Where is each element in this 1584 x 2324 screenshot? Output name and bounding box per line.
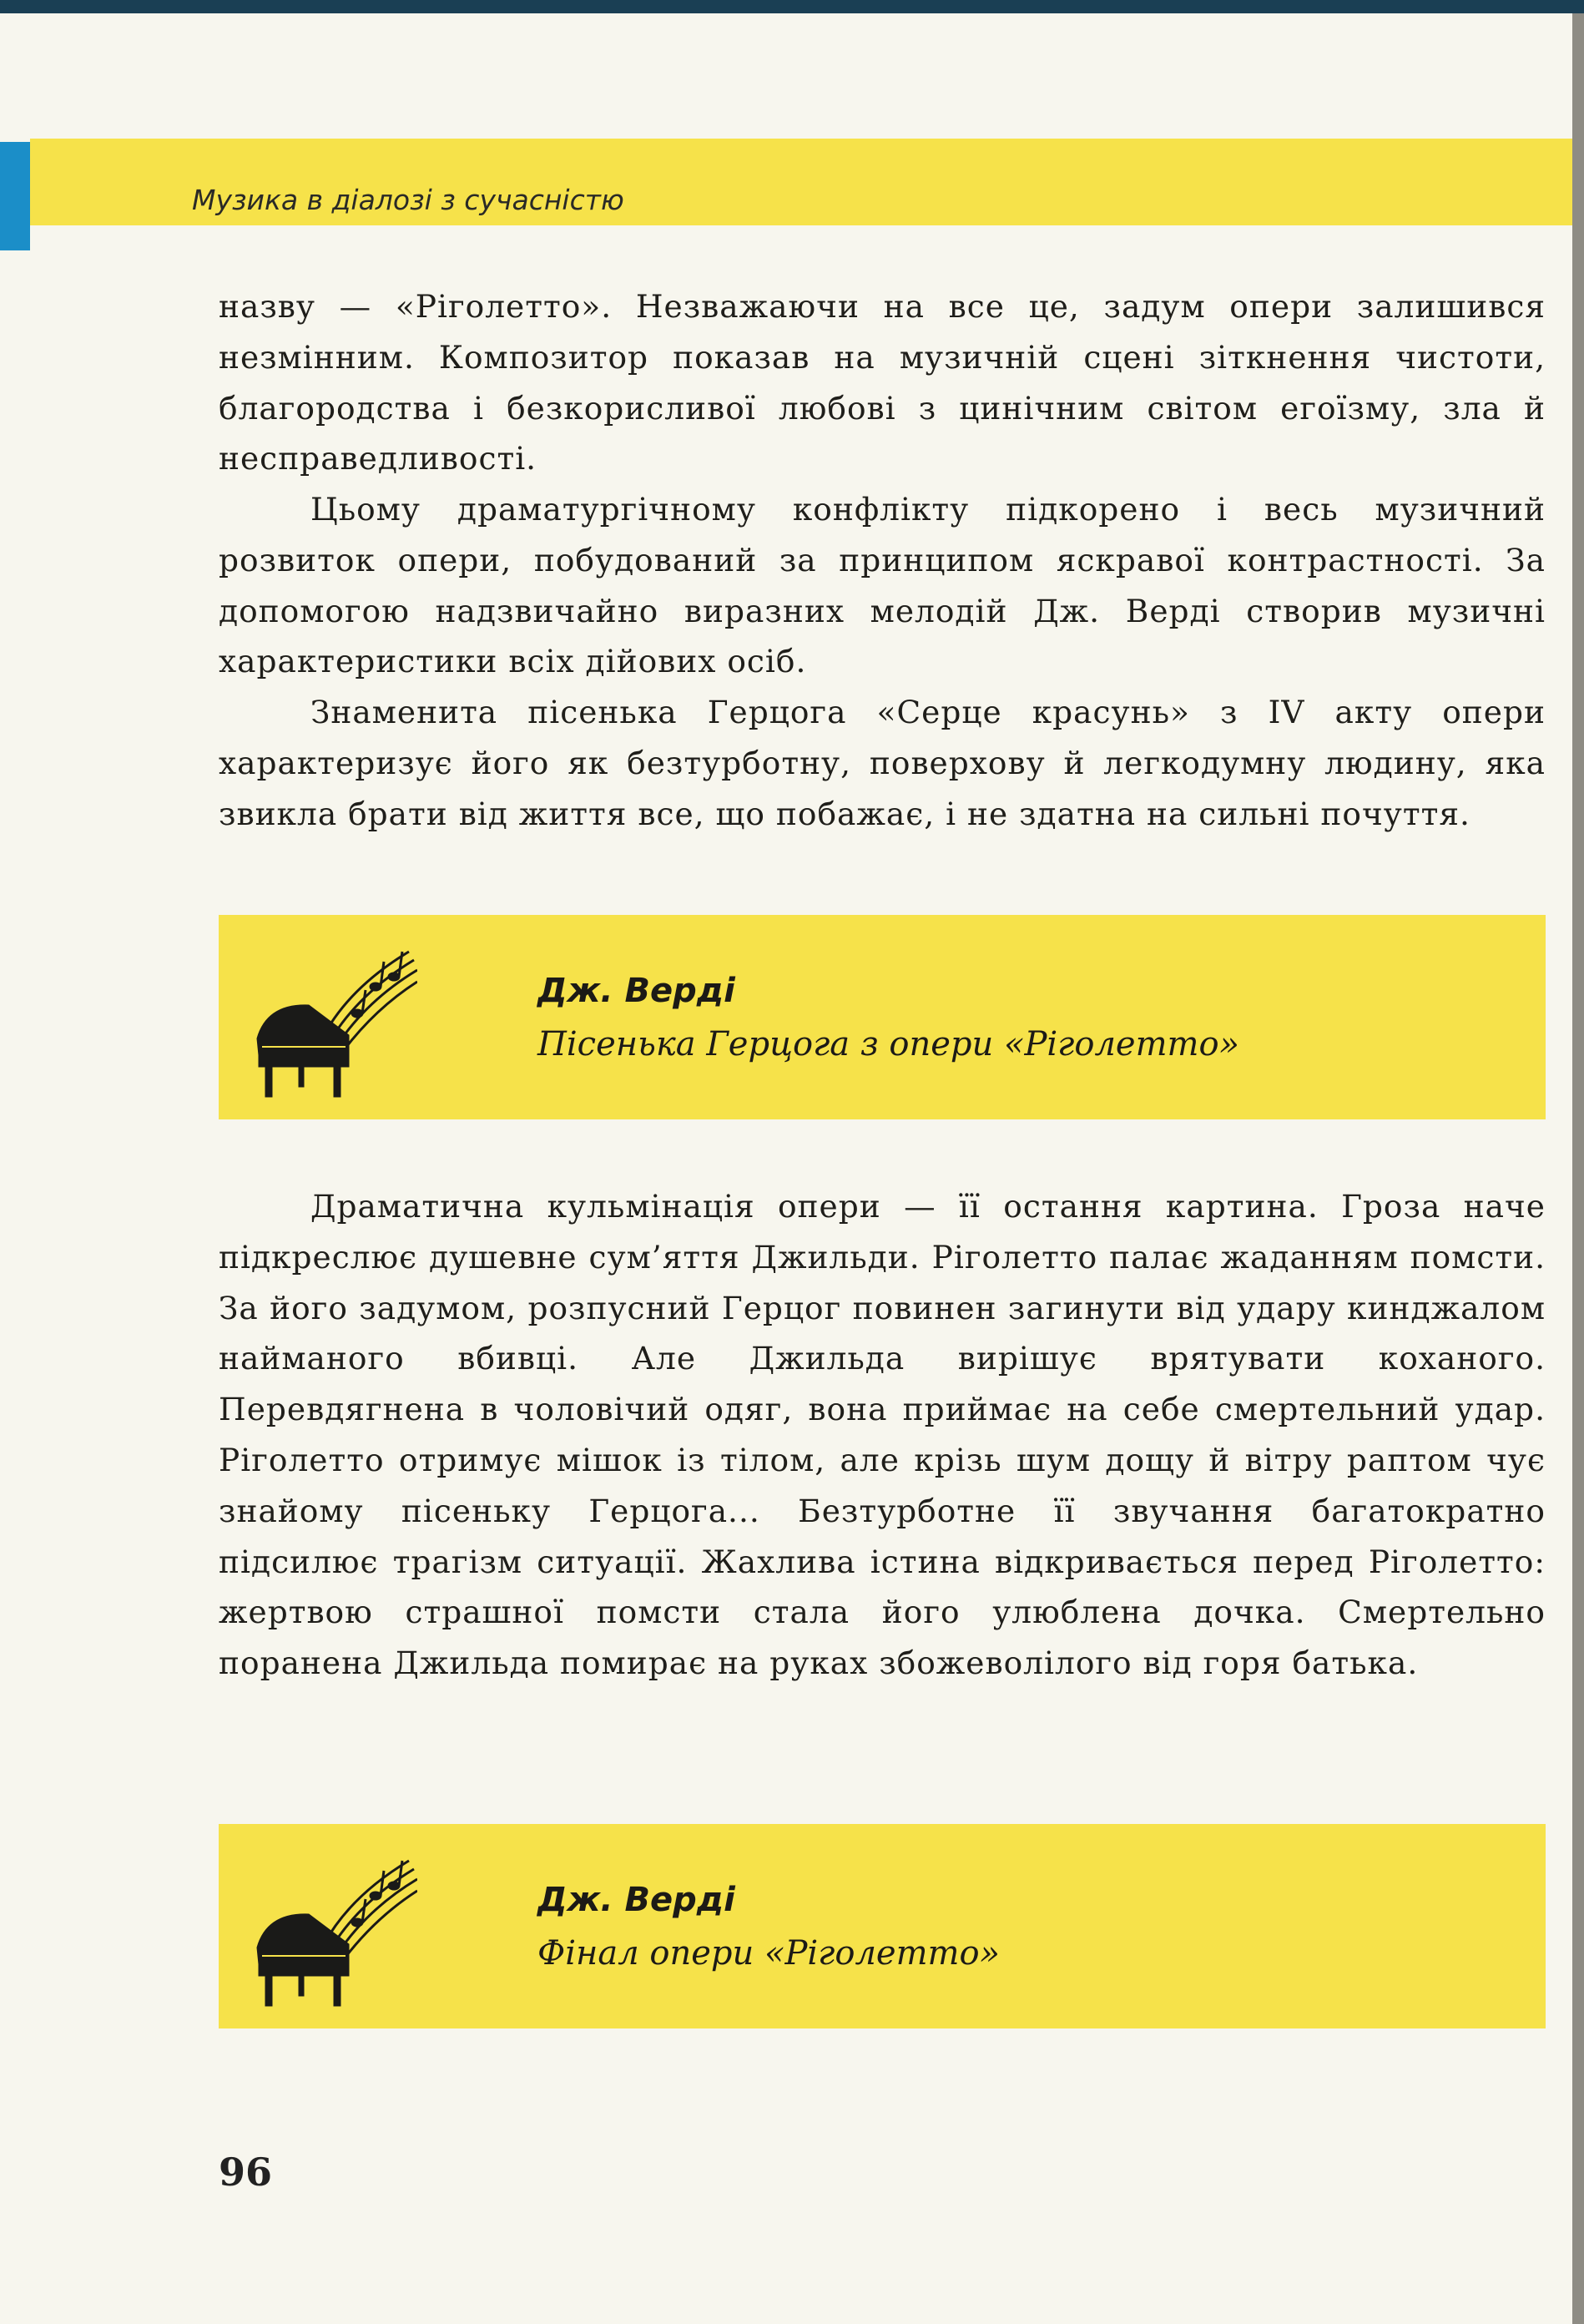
listening-composer: Дж. Верді xyxy=(537,1881,735,1919)
listening-work-title: Фінал опери «Ріголетто» xyxy=(537,1934,1001,1973)
piano-music-icon xyxy=(250,937,417,1104)
page-number: 96 xyxy=(219,2150,273,2195)
running-header: Музика в діалозі з сучасністю xyxy=(192,184,624,216)
chapter-tab-marker xyxy=(0,142,30,250)
listening-work-title: Пісенька Герцога з опери «Ріголетто» xyxy=(537,1025,1240,1063)
listening-composer: Дж. Верді xyxy=(537,972,735,1010)
piano-music-icon xyxy=(250,1846,417,2013)
paragraph-2: Цьому драматургічному конфлікту підкорено і весь музичний розвиток опери, побудований за принципом яскравої контрастності. За допомогою надзвичайно виразних мелодій Дж. Верді створив музичні характеристики всіх дійових осіб. xyxy=(219,491,1546,680)
listening-box-2 xyxy=(219,1824,1546,2028)
page-edge-shadow xyxy=(1572,13,1584,2324)
paragraph-3: Знаменита пісенька Герцога «Серце красунь» з IV акту опери характеризує його як безтурботну, поверхову й легкодумну людину, яка звикла брати від життя все, що побажає, і не здатна на сильні почуття. xyxy=(219,694,1546,832)
listening-box-1 xyxy=(219,915,1546,1119)
paragraph-4: Драматична кульмінація опери — її остання картина. Гроза наче підкреслює душевне сум’яття Джильди. Ріголетто палає жаданням помсти. За його задумом, розпусний Герцог повинен загинути від удару кинджалом найманого вбивці. Але Джильда вирішує врятувати коханого. Перевдягнена в чоловічий одяг, вона приймає на себе смертельний удар. Ріголетто отримує мішок із тілом, але крізь шум дощу й вітру раптом чує знайому пісеньку Герцога... Безтурботне її звучання багатократно підсилює трагізм ситуації. Жахлива істина відкривається перед Ріголетто: жертвою страшної помсти стала його улюблена дочка. Смертельно поранена Джильда помирає на руках збожеволілого від горя батька. xyxy=(219,1188,1546,1682)
top-rule xyxy=(0,0,1584,13)
paragraph-1: назву — «Ріголетто». Незважаючи на все це, задум опери залишився незмінним. Композитор показав на музичній сцені зіткнення чистоти, благородства і безкорисливої любові з цинічним світом егоїзму, зла й несправедливості. xyxy=(219,288,1546,477)
